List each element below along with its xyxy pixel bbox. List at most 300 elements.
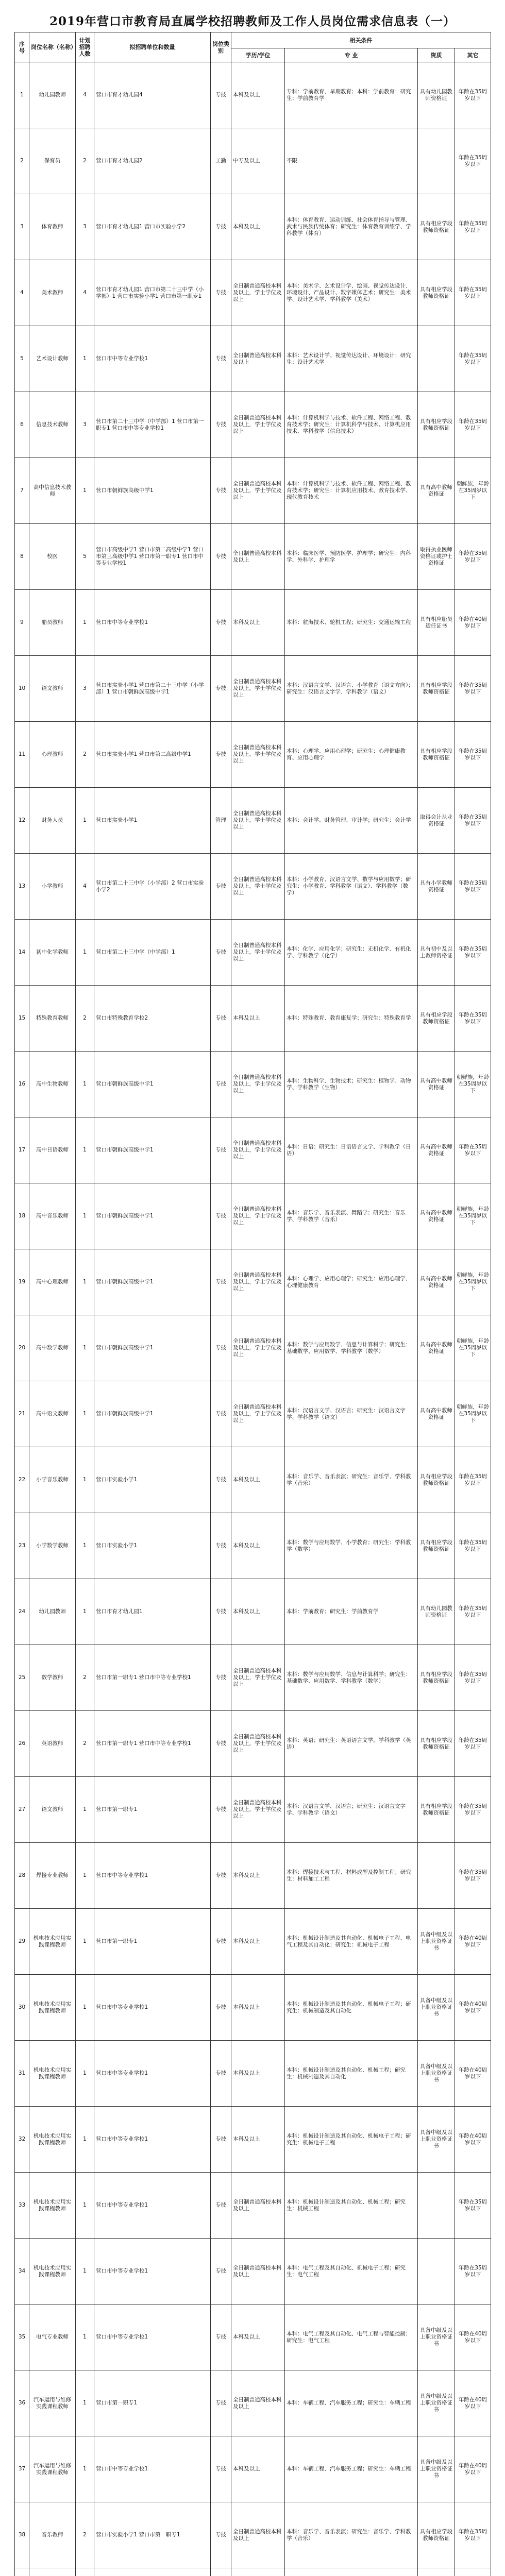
cell-seq: 15	[15, 986, 29, 1052]
cell-count: 1	[76, 1513, 94, 1579]
table-body	[15, 62, 491, 2576]
cell-post: 高中信息技术教师	[29, 458, 76, 524]
cell-seq: 17	[15, 1117, 29, 1183]
table-row	[15, 326, 491, 392]
cell-units: 营口市第二十三中学（小学部）2 营口市实验小学2	[94, 854, 211, 920]
cell-seq: 25	[15, 1645, 29, 1711]
table-row	[15, 1777, 491, 1843]
cell-major: 本科：心理学、应用心理学；研究生：应用心理学、心理健康教育	[285, 1249, 418, 1315]
cell-seq: 28	[15, 1843, 29, 1909]
cell-post: 特殊教育教师	[29, 986, 76, 1052]
cell-seq: 14	[15, 920, 29, 986]
cell-other: 年龄在35周岁以下	[455, 1777, 491, 1843]
table-row	[15, 1447, 491, 1513]
cell-post: 美术教师	[29, 260, 76, 326]
cell-post: 小学数学教师	[29, 1513, 76, 1579]
cell-post: 校医	[29, 524, 76, 590]
cell-category: 专技	[211, 2502, 231, 2568]
cell-count: 1	[76, 326, 94, 392]
cell-qualification: 取得会计从业资格证	[418, 788, 455, 854]
cell-qualification: 具备中级及以上职业资格证书	[418, 2304, 455, 2370]
cell-category: 专技	[211, 458, 231, 524]
cell-seq: 6	[15, 392, 29, 458]
cell-count: 1	[76, 1249, 94, 1315]
cell-category: 专技	[211, 1513, 231, 1579]
cell-qualification: 具备中级及以上职业资格证书	[418, 1975, 455, 2041]
cell-post: 高中数学教师	[29, 1315, 76, 1381]
cell-post: 小学音乐教师	[29, 1447, 76, 1513]
cell-units: 营口市朝鲜族高级中学1	[94, 1315, 211, 1381]
cell-education: 本科及以上	[231, 2304, 285, 2370]
cell-major: 本科：电气工程及其自动化、机械电子工程；研究生：电气工程	[285, 2239, 418, 2304]
cell-category: 专技	[211, 1579, 231, 1645]
cell-other: 年龄在35周岁以下	[455, 1513, 491, 1579]
cell-count: 1	[76, 1909, 94, 1975]
table-row	[15, 1513, 491, 1579]
cell-category	[211, 2568, 231, 2576]
table-row	[15, 2173, 491, 2239]
cell-major: 本科：学前教育；研究生：学前教育学	[285, 1579, 418, 1645]
table-row	[15, 1843, 491, 1909]
table-row	[15, 1711, 491, 1777]
table-row	[15, 1117, 491, 1183]
cell-seq: 2	[15, 128, 29, 194]
cell-other: 年龄在35周岁以下	[455, 854, 491, 920]
cell-post: 体育教师	[29, 194, 76, 260]
cell-other: 年龄在35周岁以下	[455, 260, 491, 326]
cell-seq: 4	[15, 260, 29, 326]
cell-category: 专技	[211, 656, 231, 722]
cell-education	[231, 2568, 285, 2576]
cell-units: 营口市育才幼儿园1 营口市第二十三中学（小学部）1 营口市实验小学1 营口市第一职专1	[94, 260, 211, 326]
cell-seq: 23	[15, 1513, 29, 1579]
cell-post: 船员教师	[29, 590, 76, 656]
cell-count: 1	[76, 1052, 94, 1117]
table-row	[15, 62, 491, 128]
cell-other: 年龄在35周岁以下	[455, 656, 491, 722]
cell-qualification: 具有相应学段教师资格证	[418, 986, 455, 1052]
cell-qualification	[418, 1843, 455, 1909]
cell-count: 4	[76, 260, 94, 326]
cell-other: 朝鲜族，年龄在35周岁以下	[455, 1052, 491, 1117]
cell-units: 营口市中等专业学校1	[94, 326, 211, 392]
cell-qualification: 具有初中及以上教师资格证	[418, 920, 455, 986]
cell-major	[285, 2568, 418, 2576]
cell-major: 本科：机械设计制造及其自动化、机械电子工程；研究生：机械电子工程	[285, 2107, 418, 2173]
cell-education: 全日制普通高校本科及以上，学士学位及以上	[231, 854, 285, 920]
cell-post: 幼儿园教师	[29, 1579, 76, 1645]
cell-units: 营口市第二十三中学（中学部）1	[94, 920, 211, 986]
cell-count: 1	[76, 788, 94, 854]
cell-education: 全日制普通高校本科及以上，学士学位及以上	[231, 656, 285, 722]
cell-major: 本科：美术学、艺术设计学、绘画、视觉传达设计、环境设计、产品设计、数字媒体艺术；研究生：美术学、设计艺术学、学科教学（美术）	[285, 260, 418, 326]
table-row	[15, 986, 491, 1052]
cell-qualification: 具有相应学段教师资格证	[418, 722, 455, 788]
cell-other: 年龄在40周岁以下	[455, 590, 491, 656]
cell-count	[76, 2568, 94, 2576]
cell-education: 全日制普通高校本科及以上	[231, 2502, 285, 2568]
cell-post: 幼儿园教师	[29, 62, 76, 128]
cell-category: 专技	[211, 1117, 231, 1183]
cell-major: 本科：数学与应用数学、信息与计算科学；研究生：基础数学、应用数学、学科教学（数学）	[285, 1315, 418, 1381]
cell-category: 专技	[211, 62, 231, 128]
cell-post: 艺术设计教师	[29, 326, 76, 392]
cell-units: 营口市育才幼儿园1	[94, 1579, 211, 1645]
cell-seq: 12	[15, 788, 29, 854]
cell-count: 1	[76, 1117, 94, 1183]
header-education: 学历/学位	[231, 48, 285, 62]
cell-post: 机电技术应用实践课程教师	[29, 1909, 76, 1975]
cell-education: 本科及以上	[231, 1909, 285, 1975]
cell-major: 本科：汉语言文学、汉语言；研究生：汉语言文字学、学科教学（语文）	[285, 1777, 418, 1843]
cell-qualification: 具备中级及以上职业资格证书	[418, 2107, 455, 2173]
cell-count: 1	[76, 458, 94, 524]
cell-category: 专技	[211, 1249, 231, 1315]
cell-qualification: 具有相应学段教师资格证	[418, 656, 455, 722]
cell-count: 1	[76, 1843, 94, 1909]
cell-education: 全日制普通高校本科及以上，学士学位及以上	[231, 1052, 285, 1117]
cell-major: 本科：英语；研究生：英语语言文学、学科教学（英语）	[285, 1711, 418, 1777]
cell-count: 1	[76, 2107, 94, 2173]
cell-seq: 33	[15, 2173, 29, 2239]
cell-education: 本科及以上	[231, 1447, 285, 1513]
cell-category: 专技	[211, 1052, 231, 1117]
cell-category: 专技	[211, 326, 231, 392]
cell-post: 初中化学教师	[29, 920, 76, 986]
cell-other: 年龄在35周岁以下	[455, 1579, 491, 1645]
cell-units: 营口市中等专业学校1	[94, 2041, 211, 2107]
cell-units	[94, 2568, 211, 2576]
cell-post: 高中心理教师	[29, 1249, 76, 1315]
cell-category: 专技	[211, 590, 231, 656]
table-row	[15, 1315, 491, 1381]
cell-seq: 19	[15, 1249, 29, 1315]
cell-other: 年龄在35周岁以下	[455, 326, 491, 392]
header-units: 拟招聘单位和数量	[94, 32, 211, 62]
cell-other: 年龄在35周岁以下	[455, 920, 491, 986]
cell-post: 机电技术应用实践课程教师	[29, 1975, 76, 2041]
cell-qualification: 具有高中教师资格证	[418, 458, 455, 524]
table-row	[15, 2370, 491, 2436]
cell-units: 营口市实验小学1 营口市第一职专1	[94, 2502, 211, 2568]
cell-seq: 1	[15, 62, 29, 128]
cell-seq: 30	[15, 1975, 29, 2041]
cell-units: 营口市第一职专1 营口市中等专业学校1	[94, 1645, 211, 1711]
cell-other: 年龄在35周岁以下	[455, 2502, 491, 2568]
page-title: 2019年营口市教育局直属学校招聘教师及工作人员岗位需求信息表（一）	[49, 14, 456, 28]
cell-category: 专技	[211, 392, 231, 458]
cell-category: 专技	[211, 260, 231, 326]
cell-education: 全日制普通高校本科及以上	[231, 2370, 285, 2436]
header-category: 岗位类别	[211, 32, 231, 62]
cell-education: 全日制普通高校本科及以上，学士学位及以上	[231, 260, 285, 326]
cell-qualification: 具有小学教师资格证	[418, 854, 455, 920]
cell-other: 年龄在35周岁以下	[455, 62, 491, 128]
cell-qualification: 具有相应船员适任证书	[418, 590, 455, 656]
cell-education: 本科及以上	[231, 986, 285, 1052]
cell-education: 全日制普通高校本科及以上，学士学位及以上	[231, 1183, 285, 1249]
cell-count: 2	[76, 722, 94, 788]
cell-category: 专技	[211, 1711, 231, 1777]
table-row	[15, 2436, 491, 2502]
cell-seq: 22	[15, 1447, 29, 1513]
cell-other: 年龄在35周岁以下	[455, 2239, 491, 2304]
cell-units: 营口市实验小学1	[94, 788, 211, 854]
cell-post: 语文教师	[29, 1777, 76, 1843]
cell-category: 专技	[211, 1909, 231, 1975]
cell-count: 3	[76, 194, 94, 260]
cell-education: 本科及以上	[231, 2041, 285, 2107]
cell-seq: 26	[15, 1711, 29, 1777]
cell-seq: 5	[15, 326, 29, 392]
cell-seq: 11	[15, 722, 29, 788]
cell-category: 专技	[211, 1183, 231, 1249]
cell-other: 朝鲜族，年龄在35周岁以下	[455, 1381, 491, 1447]
cell-count: 1	[76, 2304, 94, 2370]
cell-post: 英语教师	[29, 1711, 76, 1777]
cell-qualification	[418, 2173, 455, 2239]
cell-qualification	[418, 128, 455, 194]
cell-count: 3	[76, 392, 94, 458]
cell-category: 专技	[211, 1975, 231, 2041]
cell-other: 年龄在40周岁以下	[455, 2304, 491, 2370]
table-row	[15, 128, 491, 194]
cell-qualification: 具有相应学段教师资格证	[418, 260, 455, 326]
cell-post: 信息技术教师	[29, 392, 76, 458]
cell-count: 1	[76, 2239, 94, 2304]
cell-seq: 3	[15, 194, 29, 260]
cell-category: 专技	[211, 1645, 231, 1711]
cell-seq: 37	[15, 2436, 29, 2502]
cell-category: 专技	[211, 854, 231, 920]
cell-units: 营口市第二十三中学（中学部）1 营口市第一职专1 营口市中等专业学校1	[94, 392, 211, 458]
cell-post: 机电技术应用实践课程教师	[29, 2041, 76, 2107]
table-row	[15, 854, 491, 920]
cell-qualification: 取得执业医师资格证或护士资格证	[418, 524, 455, 590]
cell-qualification: 具有相应学段教师资格证	[418, 1513, 455, 1579]
cell-seq: 21	[15, 1381, 29, 1447]
cell-post: 机电技术应用实践课程教师	[29, 2173, 76, 2239]
cell-qualification: 具备中级及以上职业资格证书	[418, 2436, 455, 2502]
cell-major: 本科：音乐学、音乐表演；研究生：音乐学、学科教学（音乐）	[285, 2502, 418, 2568]
cell-qualification: 具有高中教师资格证	[418, 1381, 455, 1447]
cell-count: 2	[76, 986, 94, 1052]
cell-other: 年龄在35周岁以下	[455, 194, 491, 260]
header-conditions: 相关条件	[231, 32, 491, 48]
cell-post: 机电技术应用实践课程教师	[29, 2239, 76, 2304]
cell-units: 营口市育才幼儿园4	[94, 62, 211, 128]
cell-other: 年龄在35周岁以下	[455, 524, 491, 590]
cell-qualification: 具有相应学段教师资格证	[418, 1447, 455, 1513]
cell-major: 不限	[285, 128, 418, 194]
table-row	[15, 788, 491, 854]
cell-count: 1	[76, 1381, 94, 1447]
cell-other: 年龄在40周岁以下	[455, 2107, 491, 2173]
cell-seq: 27	[15, 1777, 29, 1843]
header-major: 专 业	[285, 48, 418, 62]
cell-seq: 8	[15, 524, 29, 590]
cell-post: 电气专业教师	[29, 2304, 76, 2370]
cell-count: 2	[76, 2502, 94, 2568]
cell-seq: 13	[15, 854, 29, 920]
table-row	[15, 656, 491, 722]
cell-category: 专技	[211, 1315, 231, 1381]
cell-post: 汽车运用与维修实践课程教师	[29, 2370, 76, 2436]
cell-other: 朝鲜族，年龄在35周岁以下	[455, 1249, 491, 1315]
cell-category: 专技	[211, 920, 231, 986]
cell-units: 营口市中等专业学校1	[94, 2107, 211, 2173]
cell-education: 全日制普通高校本科及以上，学士学位及以上	[231, 788, 285, 854]
cell-qualification: 具备中级及以上职业资格证书	[418, 2041, 455, 2107]
cell-other: 朝鲜族，年龄在35周岁以下	[455, 458, 491, 524]
cell-units: 营口市朝鲜族高级中学1	[94, 1052, 211, 1117]
table-row	[15, 590, 491, 656]
cell-post: 高中音乐教师	[29, 1183, 76, 1249]
cell-major: 本科：车辆工程、汽车服务工程；研究生：车辆工程	[285, 2370, 418, 2436]
cell-major: 本科：焊接技术与工程、材料成型及控制工程；研究生：材料加工工程	[285, 1843, 418, 1909]
cell-qualification	[418, 326, 455, 392]
cell-major: 本科：车辆工程、汽车服务工程；研究生：车辆工程	[285, 2436, 418, 2502]
cell-count: 1	[76, 2041, 94, 2107]
cell-other: 年龄在35周岁以下	[455, 1645, 491, 1711]
table-row	[15, 1249, 491, 1315]
cell-major: 本科：艺术设计学、视觉传达设计、环境设计；研究生：设计艺术学	[285, 326, 418, 392]
cell-post: 数学教师	[29, 1645, 76, 1711]
table-row	[15, 1909, 491, 1975]
cell-count: 1	[76, 1579, 94, 1645]
cell-other: 朝鲜族，年龄在35周岁以下	[455, 1315, 491, 1381]
cell-post: 音乐教师	[29, 2502, 76, 2568]
cell-post: 高中语文教师	[29, 1381, 76, 1447]
cell-major: 本科：心理学、应用心理学；研究生：心理健康教育、应用心理学	[285, 722, 418, 788]
cell-major: 本科：音乐学、音乐表演；研究生：音乐学、学科教学（音乐）	[285, 1447, 418, 1513]
cell-units: 营口市朝鲜族高级中学1	[94, 458, 211, 524]
table-row	[15, 722, 491, 788]
cell-major: 本科：体育教育、运动训练、社会体育指导与管理、武术与民族传统体育；研究生：体育教育训练学、学科教学（体育）	[285, 194, 418, 260]
cell-seq: 20	[15, 1315, 29, 1381]
cell-qualification	[418, 2568, 455, 2576]
cell-education: 本科及以上	[231, 1843, 285, 1909]
cell-units: 营口市育才幼儿园1 营口市实验小学2	[94, 194, 211, 260]
cell-major: 本科：机械设计制造及其自动化、机械工程；研究生：机械工程	[285, 2173, 418, 2239]
cell-education: 全日制普通高校本科及以上，学士学位及以上	[231, 920, 285, 986]
cell-education: 中专及以上	[231, 128, 285, 194]
cell-seq: 10	[15, 656, 29, 722]
cell-education: 全日制普通高校本科及以上，学士学位及以上	[231, 722, 285, 788]
cell-count: 1	[76, 590, 94, 656]
cell-post: 汽车运用与维修实践课程教师	[29, 2436, 76, 2502]
cell-units: 营口市第一职专1 营口市中等专业学校1	[94, 1711, 211, 1777]
cell-units: 营口市第一职专1	[94, 1777, 211, 1843]
cell-major: 本科：机械设计制造及其自动化、机械工程；研究生：机械制造及其自动化	[285, 2041, 418, 2107]
cell-major: 本科：会计学、财务管理、审计学；研究生：会计学	[285, 788, 418, 854]
cell-qualification: 具有相应学段教师资格证	[418, 1711, 455, 1777]
cell-education: 本科及以上	[231, 1513, 285, 1579]
cell-units: 营口市第一职专1	[94, 1909, 211, 1975]
cell-qualification: 具备中级及以上职业资格证书	[418, 1909, 455, 1975]
cell-major: 本科：数学与应用数学、信息与计算科学；研究生：基础数学、应用数学、学科教学（数学）	[285, 1645, 418, 1711]
cell-units: 营口市实验小学1 营口市第二高级中学1	[94, 722, 211, 788]
cell-major: 本科：小学教育、汉语言文学、数学与应用数学；研究生：小学教育、学科教学（语文）、学科教学（数学）	[285, 854, 418, 920]
cell-post: 焊接专业教师	[29, 1843, 76, 1909]
table-row	[15, 920, 491, 986]
cell-units: 营口市朝鲜族高级中学1	[94, 1381, 211, 1447]
cell-education: 全日制普通高校本科及以上	[231, 524, 285, 590]
cell-education: 全日制普通高校本科及以上，学士学位及以上	[231, 1777, 285, 1843]
cell-education: 本科及以上	[231, 62, 285, 128]
cell-qualification: 具有相应学段教师资格证	[418, 2502, 455, 2568]
table-row	[15, 1052, 491, 1117]
cell-count: 3	[76, 656, 94, 722]
cell-category: 专技	[211, 1447, 231, 1513]
cell-major: 本科：计算机科学与技术、软件工程、网络工程、教育技术学；研究生：计算机应用技术、教育技术学、现代教育技术	[285, 458, 418, 524]
cell-units: 营口市朝鲜族高级中学1	[94, 1249, 211, 1315]
cell-other: 年龄在40周岁以下	[455, 1975, 491, 2041]
cell-education: 全日制普通高校本科及以上，学士学位及以上	[231, 1711, 285, 1777]
table-row	[15, 392, 491, 458]
table-row	[15, 260, 491, 326]
cell-count: 1	[76, 2370, 94, 2436]
cell-post: 心理教师	[29, 722, 76, 788]
cell-education: 本科及以上	[231, 1975, 285, 2041]
cell-major: 本科：汉语言文学、汉语言、小学教育（语文方向）；研究生：汉语言文字学、学科教学（语文）	[285, 656, 418, 722]
cell-category: 专技	[211, 194, 231, 260]
cell-education: 全日制普通高校本科及以上，学士学位及以上	[231, 1117, 285, 1183]
cell-major: 本科：机械设计制造及其自动化、机械电子工程；研究生：机械制造及其自动化	[285, 1975, 418, 2041]
cell-qualification: 具有相应学段教师资格证	[418, 1777, 455, 1843]
cell-qualification: 具有幼儿园教师资格证	[418, 1579, 455, 1645]
cell-units: 营口市高级中学1 营口市第二高级中学1 营口市第三高级中学1 营口市第一职专1 营口市中等专业学校1	[94, 524, 211, 590]
header-seq: 序号	[15, 32, 29, 62]
cell-major: 本科：机械设计制造及其自动化、机械电子工程、电气工程及其自动化；研究生：机械电子工程	[285, 1909, 418, 1975]
cell-education: 全日制普通高校本科及以上	[231, 2239, 285, 2304]
cell-seq: 31	[15, 2041, 29, 2107]
cell-seq: 18	[15, 1183, 29, 1249]
cell-other: 年龄在40周岁以下	[455, 1909, 491, 1975]
cell-units: 营口市中等专业学校1	[94, 590, 211, 656]
table-row	[15, 1975, 491, 2041]
cell-post: 高中日语教师	[29, 1117, 76, 1183]
cell-count: 2	[76, 1645, 94, 1711]
cell-major: 本科：化学、应用化学；研究生：无机化学、有机化学、学科教学（化学）	[285, 920, 418, 986]
cell-other: 年龄在35周岁以下	[455, 392, 491, 458]
table-row	[15, 2107, 491, 2173]
cell-other: 年龄在35周岁以下	[455, 986, 491, 1052]
cell-qualification: 具有高中教师资格证	[418, 1249, 455, 1315]
cell-category: 专技	[211, 2304, 231, 2370]
cell-major: 本科：音乐学、音乐表演、舞蹈学；研究生：音乐学、学科教学（音乐）	[285, 1183, 418, 1249]
table-row	[15, 458, 491, 524]
cell-category: 专技	[211, 1843, 231, 1909]
cell-qualification: 具有高中教师资格证	[418, 1315, 455, 1381]
recruitment-table	[14, 32, 491, 2576]
cell-education: 全日制普通高校本科及以上	[231, 326, 285, 392]
cell-count: 4	[76, 854, 94, 920]
cell-category: 专技	[211, 2041, 231, 2107]
cell-other: 年龄在40周岁以下	[455, 2041, 491, 2107]
cell-education: 全日制普通高校本科及以上，学士学位及以上	[231, 392, 285, 458]
cell-major: 本科：汉语言文学、汉语言；研究生：汉语言文字学、学科教学（语文）	[285, 1381, 418, 1447]
cell-category: 专技	[211, 2239, 231, 2304]
cell-seq: 16	[15, 1052, 29, 1117]
cell-category: 专技	[211, 722, 231, 788]
table-row	[15, 1579, 491, 1645]
cell-units: 营口市朝鲜族高级中学1	[94, 1117, 211, 1183]
cell-category: 管理	[211, 788, 231, 854]
cell-units: 营口市实验小学1 营口市第二十三中学（小学部）1 营口市朝鲜族高级中学1	[94, 656, 211, 722]
cell-units: 营口市实验小学1	[94, 1513, 211, 1579]
table-row	[15, 2502, 491, 2568]
